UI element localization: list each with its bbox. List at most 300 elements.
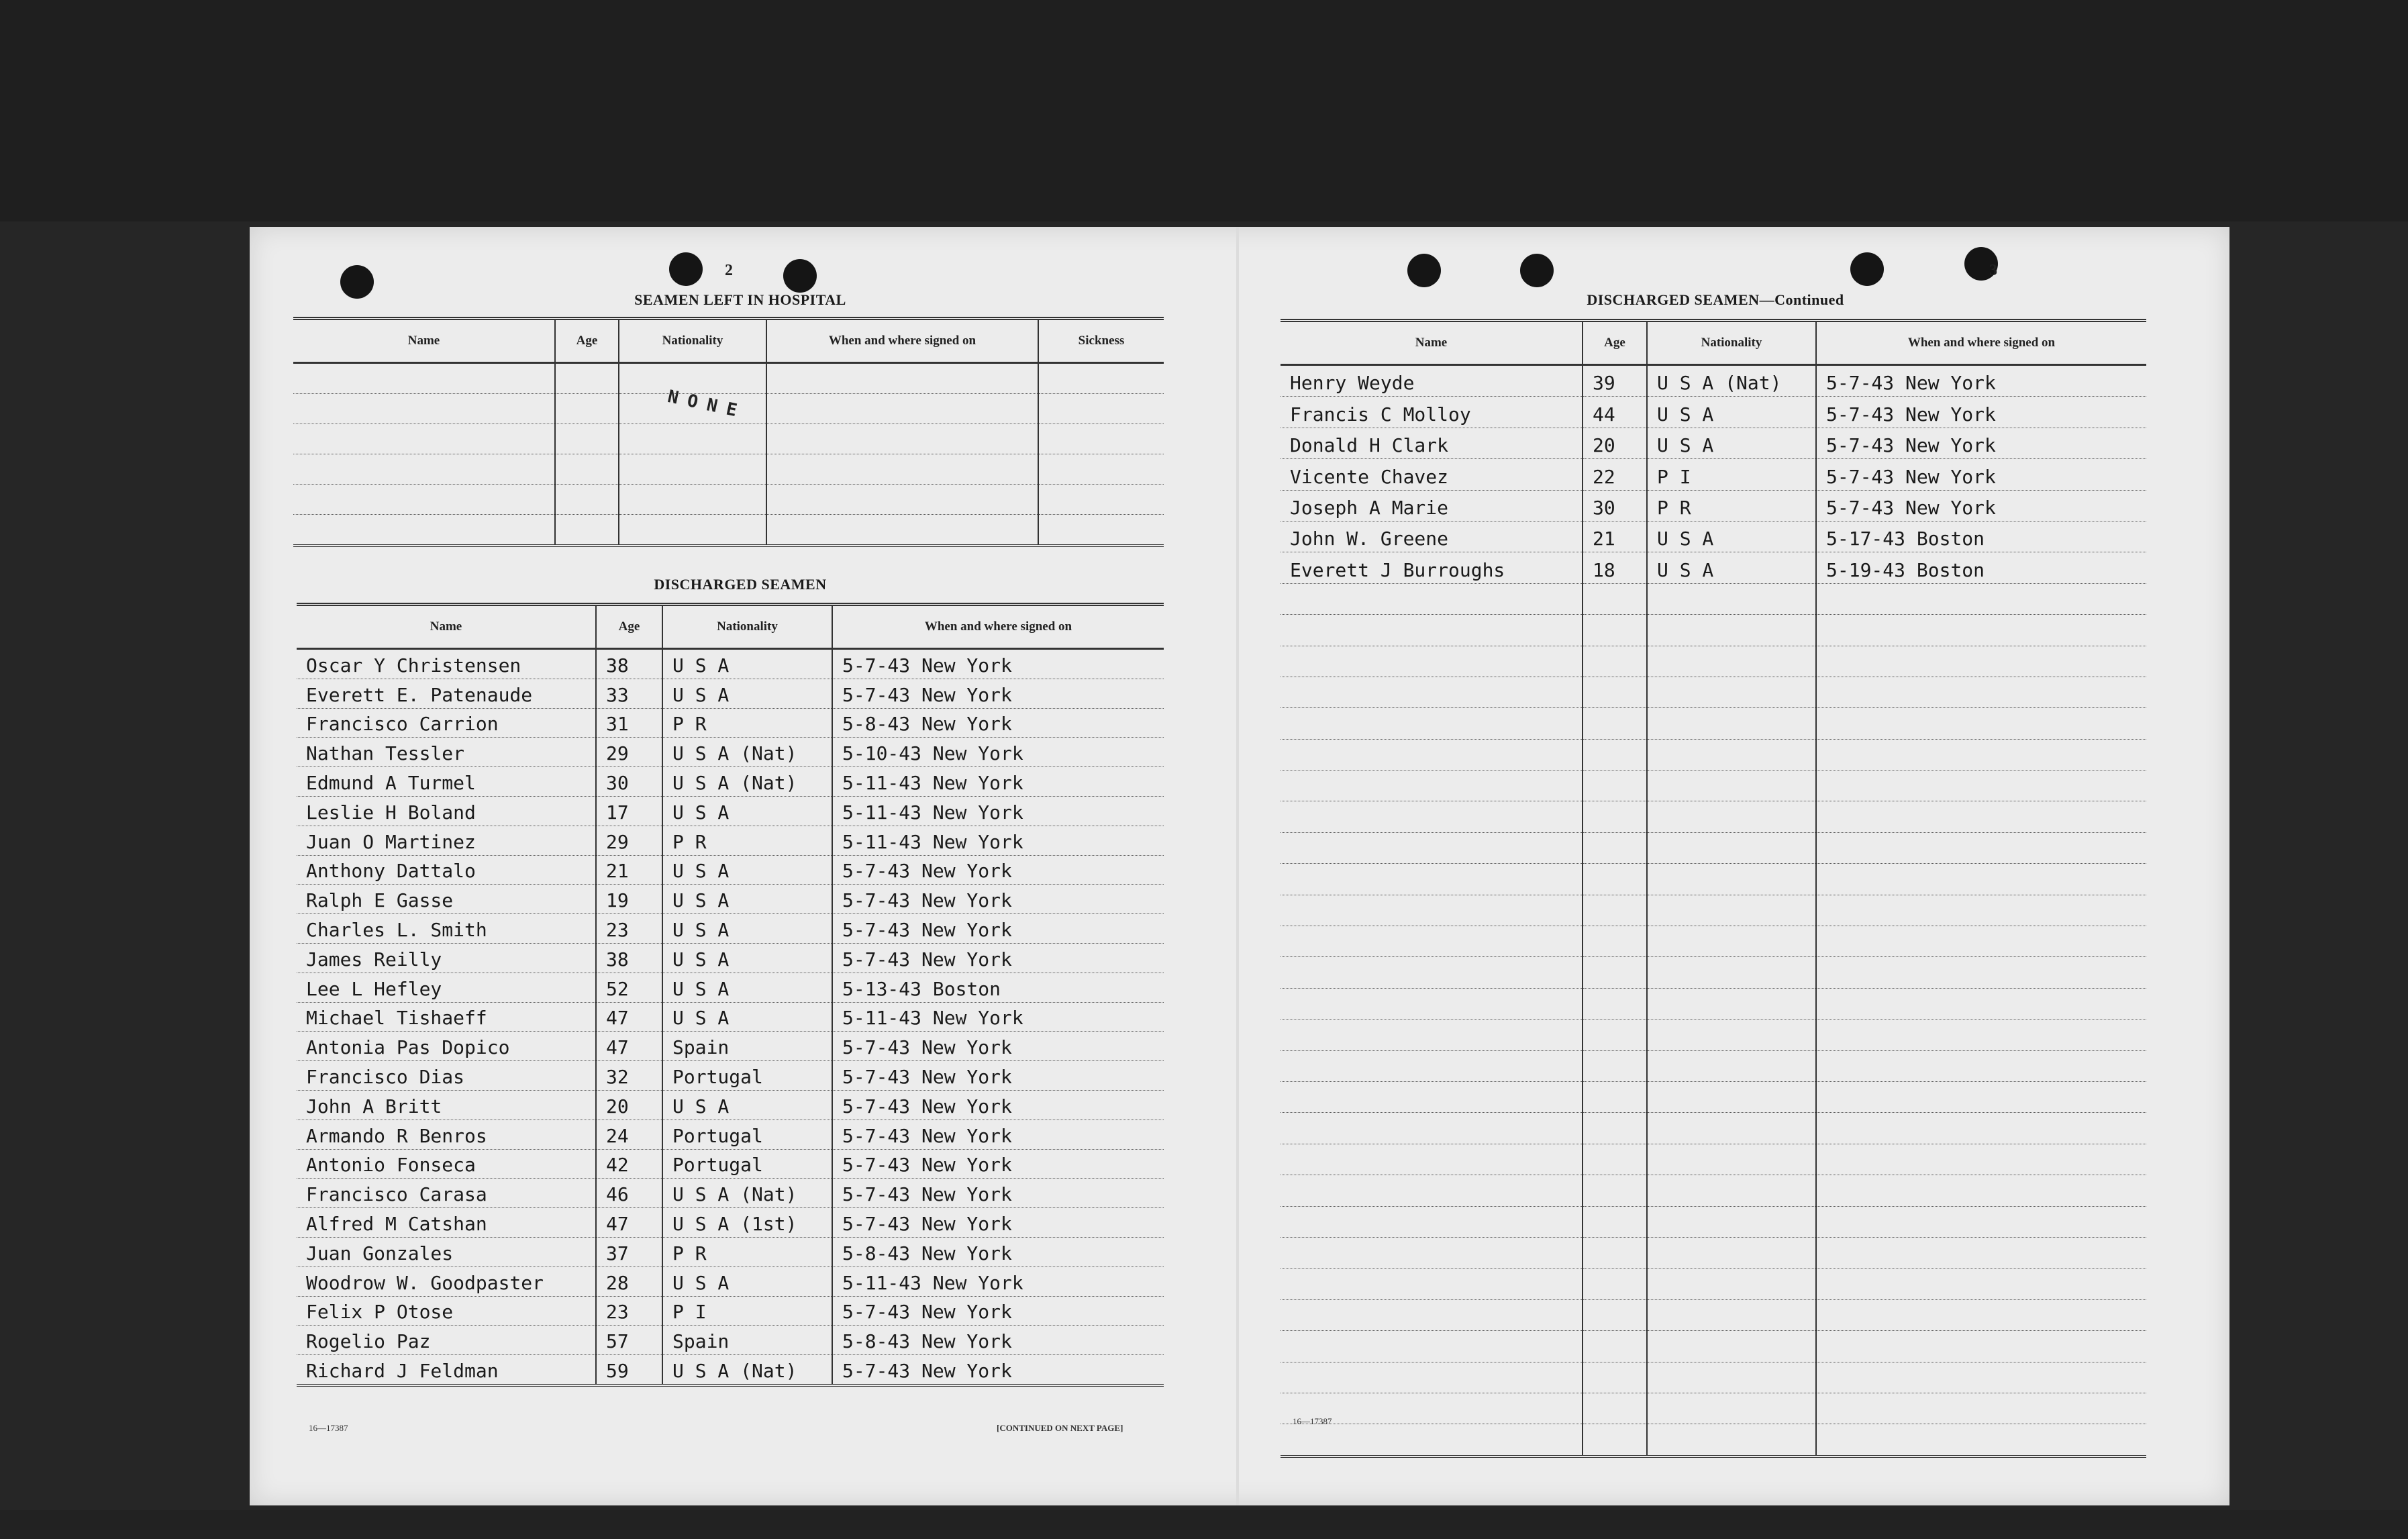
cell-name [1281, 1424, 1583, 1456]
cell-name [1281, 739, 1583, 770]
cell-age-text: 30 [606, 771, 629, 794]
blank-row [1281, 1269, 2146, 1299]
cell-nationality [619, 454, 766, 485]
cell-nationality [662, 973, 832, 1002]
cell-age [555, 363, 619, 394]
cell-name [297, 767, 596, 797]
table-row [1281, 552, 2146, 583]
cell-name-text: John A Britt [306, 1095, 442, 1118]
cell-signed [832, 796, 1164, 826]
table-row [297, 1296, 1164, 1326]
cell-signed-text: 5-7-43 New York [842, 1183, 1012, 1206]
cell-nationality [619, 424, 766, 454]
cell-signed-text: 5-11-43 New York [842, 771, 1023, 794]
cell-signed-text: 5-10-43 New York [842, 742, 1023, 765]
table-row [1281, 397, 2146, 428]
cell-age-text: 47 [606, 1036, 629, 1059]
cell-nationality-text: U S A [672, 977, 730, 1000]
cell-signed-text: 5-11-43 New York [842, 830, 1023, 853]
cell-age [596, 767, 662, 797]
cell-name [297, 1208, 596, 1238]
cell-age [1583, 1175, 1647, 1206]
cell-name [1281, 1299, 1583, 1330]
cell-nationality [1647, 895, 1816, 926]
cell-name [297, 1179, 596, 1208]
cell-name [297, 914, 596, 944]
cell-nationality-text: U S A [672, 801, 730, 824]
cell-age-text: 24 [606, 1124, 629, 1147]
cell-name-text: Francisco Carrion [306, 713, 499, 736]
cell-signed [832, 1208, 1164, 1238]
cell-age [1583, 677, 1647, 707]
cell-nationality-text: U S A [672, 918, 730, 941]
cell-name-text: James Reilly [306, 948, 442, 971]
cell-nationality [1647, 646, 1816, 677]
cell-age-text: 46 [606, 1183, 629, 1206]
cell-age [1583, 1393, 1647, 1424]
left-page [250, 227, 1236, 1505]
cell-name [293, 394, 555, 424]
cell-signed-text: 5-7-43 New York [1826, 496, 1996, 519]
cell-age [555, 485, 619, 515]
table-row [1281, 490, 2146, 521]
cell-nationality-text: U S A (1st) [672, 1212, 797, 1235]
cell-name [1281, 1113, 1583, 1144]
cell-signed [832, 855, 1164, 885]
cell-name-text: Rogelio Paz [306, 1330, 431, 1353]
document-sheet [250, 227, 2229, 1505]
cell-name [1281, 1081, 1583, 1112]
cell-signed [766, 424, 1038, 454]
cell-age [1583, 1206, 1647, 1237]
table-row [1281, 459, 2146, 490]
cell-signed-text: 5-7-43 New York [842, 1065, 1012, 1088]
cell-signed-text: 5-7-43 New York [842, 1154, 1012, 1177]
cell-signed [832, 1120, 1164, 1149]
cell-nationality [1647, 1206, 1816, 1237]
table-row [297, 885, 1164, 914]
cell-nationality [1647, 1393, 1816, 1424]
blank-row [1281, 646, 2146, 677]
cell-nationality-text: U S A [672, 1007, 730, 1030]
cell-age [596, 1237, 662, 1267]
cell-name [1281, 957, 1583, 988]
cell-signed [832, 1237, 1164, 1267]
cell-nationality-text: U S A [672, 654, 730, 677]
cell-age [596, 649, 662, 679]
cell-name-text: Henry Weyde [1290, 372, 1415, 395]
cell-name-text: Richard J Feldman [306, 1359, 499, 1382]
cell-name [1281, 521, 1583, 552]
form-code: 16—17387 [1293, 1416, 1332, 1426]
cell-nationality [662, 679, 832, 708]
cell-signed [1816, 1362, 2146, 1393]
cell-name [297, 973, 596, 1002]
col-header-signed-on: When and where signed on [1816, 321, 2146, 365]
cell-name [297, 649, 596, 679]
cell-signed [1816, 677, 2146, 707]
cell-signed [766, 485, 1038, 515]
cell-signed [1816, 521, 2146, 552]
cell-nationality-text: U S A [1657, 558, 1714, 581]
cell-signed [1816, 957, 2146, 988]
cell-name [297, 738, 596, 767]
cell-nationality [1647, 1237, 1816, 1268]
cell-name [297, 855, 596, 885]
cell-signed-text: 5-8-43 New York [842, 1330, 1012, 1353]
cell-age-text: 29 [606, 830, 629, 853]
cell-nationality [662, 1002, 832, 1032]
table-row [297, 1326, 1164, 1355]
cell-age [555, 394, 619, 424]
cell-name [1281, 677, 1583, 707]
table-row [297, 1208, 1164, 1238]
cell-nationality [662, 855, 832, 885]
cell-age [1583, 957, 1647, 988]
cell-signed-text: 5-7-43 New York [842, 1124, 1012, 1147]
table-row [297, 914, 1164, 944]
blank-row [1281, 1362, 2146, 1393]
blank-row [1281, 677, 2146, 707]
cell-signed [1816, 1237, 2146, 1268]
cell-name-text: Michael Tishaeff [306, 1007, 487, 1030]
blank-row [1281, 1331, 2146, 1362]
cell-name [1281, 864, 1583, 895]
cell-nationality-text: Spain [672, 1036, 730, 1059]
cell-name [1281, 552, 1583, 583]
cell-nationality [662, 1208, 832, 1238]
cell-name [293, 485, 555, 515]
cell-signed-text: 5-7-43 New York [842, 889, 1012, 912]
cell-signed [832, 973, 1164, 1002]
blank-row [293, 363, 1164, 394]
cell-age [1583, 552, 1647, 583]
cell-nationality [662, 1237, 832, 1267]
table-row [297, 738, 1164, 767]
cell-nationality [1647, 365, 1816, 397]
cell-signed [1816, 739, 2146, 770]
cell-age [1583, 832, 1647, 863]
cell-signed [766, 454, 1038, 485]
cell-age [596, 708, 662, 738]
cell-age [1583, 521, 1647, 552]
blank-row [1281, 957, 2146, 988]
cell-name [293, 363, 555, 394]
table-row [297, 1267, 1164, 1296]
cell-age-text: 23 [606, 1301, 629, 1324]
cell-age [1583, 1237, 1647, 1268]
blank-row [1281, 1020, 2146, 1050]
cell-nationality [1647, 428, 1816, 458]
cell-age [596, 1355, 662, 1385]
cell-nationality [619, 515, 766, 546]
scanner-background [0, 0, 2408, 221]
col-header-name: Name [297, 605, 596, 649]
cell-signed-text: 5-7-43 New York [842, 683, 1012, 706]
col-header-name: Name [293, 319, 555, 363]
cell-signed-text: 5-7-43 New York [842, 948, 1012, 971]
cell-name [297, 708, 596, 738]
cell-name [297, 796, 596, 826]
cell-signed [1816, 1144, 2146, 1175]
cell-name [297, 1326, 596, 1355]
cell-name [1281, 1331, 1583, 1362]
cell-signed [832, 738, 1164, 767]
cell-signed [1816, 1393, 2146, 1424]
cell-signed [832, 1326, 1164, 1355]
table-row [297, 796, 1164, 826]
cell-signed [1816, 1081, 2146, 1112]
page-number: 2 [725, 262, 733, 279]
cell-nationality [662, 767, 832, 797]
cell-signed-text: 5-8-43 New York [842, 1242, 1012, 1264]
cell-age-text: 52 [606, 977, 629, 1000]
cell-age [1583, 1050, 1647, 1081]
cell-age [1583, 397, 1647, 428]
cell-signed [832, 1032, 1164, 1061]
blank-row [1281, 1175, 2146, 1206]
cell-signed [1816, 832, 2146, 863]
cell-name [1281, 832, 1583, 863]
cell-signed-text: 5-7-43 New York [842, 1095, 1012, 1118]
cell-age [596, 855, 662, 885]
table-row [297, 1002, 1164, 1032]
cell-age [1583, 646, 1647, 677]
cell-signed [832, 1090, 1164, 1120]
cell-signed [832, 943, 1164, 973]
cell-age-text: 29 [606, 742, 629, 765]
cell-signed [1816, 583, 2146, 614]
cell-age [1583, 895, 1647, 926]
cell-age-text: 38 [606, 654, 629, 677]
cell-name-text: Francis C Molloy [1290, 403, 1471, 426]
cell-age-text: 39 [1593, 372, 1615, 395]
cell-age-text: 18 [1593, 558, 1615, 581]
cell-nationality [1647, 739, 1816, 770]
cell-nationality-text: P R [672, 830, 707, 853]
cell-name [1281, 801, 1583, 832]
cell-name [1281, 895, 1583, 926]
blank-row [293, 485, 1164, 515]
blank-row [1281, 988, 2146, 1019]
cell-name [1281, 771, 1583, 801]
cell-name-text: Woodrow W. Goodpaster [306, 1271, 544, 1294]
cell-signed-text: 5-11-43 New York [842, 1271, 1023, 1294]
blank-row [1281, 1081, 2146, 1112]
cell-nationality [1647, 801, 1816, 832]
cell-nationality [619, 485, 766, 515]
cell-name-text: Leslie H Boland [306, 801, 476, 824]
table-row [297, 1355, 1164, 1385]
cell-name [1281, 646, 1583, 677]
cell-age-text: 22 [1593, 465, 1615, 488]
cell-nationality [662, 1032, 832, 1061]
cell-age [596, 1090, 662, 1120]
cell-age [596, 826, 662, 855]
cell-name-text: Vicente Chavez [1290, 465, 1449, 488]
cell-nationality-text: P I [1657, 465, 1691, 488]
cell-name [1281, 615, 1583, 646]
cell-sickness [1038, 485, 1164, 515]
cell-signed [832, 1355, 1164, 1385]
cell-name [1281, 926, 1583, 957]
cell-name [297, 1237, 596, 1267]
cell-nationality-text: U S A [672, 889, 730, 912]
cell-nationality-text: U S A [672, 948, 730, 971]
cell-name-text: Charles L. Smith [306, 918, 487, 941]
cell-sickness [1038, 394, 1164, 424]
blank-row [1281, 926, 2146, 957]
cell-age [1583, 615, 1647, 646]
cell-name-text: Donald H Clark [1290, 434, 1449, 457]
cell-age [1583, 739, 1647, 770]
cell-name-text: Everett E. Patenaude [306, 683, 533, 706]
cell-nationality [662, 1296, 832, 1326]
cell-nationality [662, 1179, 832, 1208]
col-header-age: Age [555, 319, 619, 363]
cell-age [1583, 771, 1647, 801]
cell-nationality-text: U S A [1657, 434, 1714, 457]
discharged-section-title: DISCHARGED SEAMEN [654, 576, 827, 593]
cell-age [1583, 1144, 1647, 1175]
cell-age [1583, 583, 1647, 614]
col-header-name: Name [1281, 321, 1583, 365]
cell-age [596, 1208, 662, 1238]
cell-nationality [1647, 771, 1816, 801]
cell-nationality [662, 885, 832, 914]
hospital-header-row [293, 319, 1164, 363]
cell-name [297, 1032, 596, 1061]
cell-signed-text: 5-7-43 New York [842, 1036, 1012, 1059]
cell-age [596, 943, 662, 973]
cell-name [1281, 490, 1583, 521]
cell-age [596, 1179, 662, 1208]
cell-signed [832, 1002, 1164, 1032]
cell-signed-text: 5-7-43 New York [842, 860, 1012, 883]
cell-name-text: Armando R Benros [306, 1124, 487, 1147]
cell-age [596, 1032, 662, 1061]
cell-age [1583, 1081, 1647, 1112]
cell-age-text: 19 [606, 889, 629, 912]
cell-name [297, 1296, 596, 1326]
cell-nationality-text: U S A (Nat) [672, 1183, 797, 1206]
cell-name [297, 1120, 596, 1149]
cell-signed [1816, 1175, 2146, 1206]
cell-signed-text: 5-7-43 New York [1826, 372, 1996, 395]
table-row [297, 679, 1164, 708]
cell-name [1281, 583, 1583, 614]
table-row [297, 973, 1164, 1002]
cell-nationality [662, 1061, 832, 1091]
blank-row [1281, 583, 2146, 614]
blank-row [1281, 615, 2146, 646]
cell-nationality [1647, 1299, 1816, 1330]
cell-signed [1816, 365, 2146, 397]
cell-nationality [1647, 1362, 1816, 1393]
cell-signed [832, 679, 1164, 708]
cell-name [1281, 1175, 1583, 1206]
cell-signed-text: 5-7-43 New York [1826, 465, 1996, 488]
cell-signed [832, 1267, 1164, 1296]
table-row [297, 943, 1164, 973]
cell-age [1583, 459, 1647, 490]
scanner-background-bottom [0, 1510, 2408, 1539]
cell-age-text: 23 [606, 918, 629, 941]
discharged-seamen-continued-table [1281, 319, 2146, 1458]
cell-age [596, 679, 662, 708]
cell-nationality-text: U S A (Nat) [672, 1359, 797, 1382]
blank-row [1281, 1393, 2146, 1424]
cell-age [555, 515, 619, 546]
cell-nationality-text: Portugal [672, 1065, 763, 1088]
cell-nationality-text: P I [672, 1301, 707, 1324]
cell-age [1583, 1269, 1647, 1299]
cell-signed-text: 5-19-43 Boston [1826, 558, 1985, 581]
cell-name-text: Antonia Pas Dopico [306, 1036, 510, 1059]
cell-sickness [1038, 424, 1164, 454]
cell-signed [1816, 428, 2146, 458]
cell-signed-text: 5-11-43 New York [842, 801, 1023, 824]
cell-signed [1816, 1113, 2146, 1144]
col-header-signed-on: When and where signed on [766, 319, 1038, 363]
cell-age-text: 38 [606, 948, 629, 971]
cell-age [1583, 490, 1647, 521]
cell-name [293, 454, 555, 485]
cell-age [1583, 801, 1647, 832]
cell-age [1583, 428, 1647, 458]
blank-row [1281, 1424, 2146, 1456]
cell-age [1583, 1331, 1647, 1362]
cell-signed [1816, 397, 2146, 428]
table-row [297, 1061, 1164, 1091]
cell-age [596, 796, 662, 826]
hospital-table [293, 317, 1164, 547]
cell-signed [766, 363, 1038, 394]
cell-signed-text: 5-7-43 New York [1826, 434, 1996, 457]
cell-name [297, 885, 596, 914]
cell-sickness [1038, 454, 1164, 485]
cell-age-text: 57 [606, 1330, 629, 1353]
cell-name [297, 679, 596, 708]
cell-age [1583, 1424, 1647, 1456]
blank-row [293, 454, 1164, 485]
cell-nationality [662, 649, 832, 679]
cell-nationality [1647, 1081, 1816, 1112]
cell-nationality [662, 1149, 832, 1179]
blank-row [1281, 832, 2146, 863]
cell-nationality [1647, 1175, 1816, 1206]
cell-signed-text: 5-7-43 New York [842, 918, 1012, 941]
cell-name-text: Joseph A Marie [1290, 496, 1449, 519]
cell-signed [1816, 988, 2146, 1019]
cell-signed [832, 885, 1164, 914]
cell-nationality [1647, 926, 1816, 957]
cell-age [1583, 365, 1647, 397]
cell-signed-text: 5-7-43 New York [842, 1212, 1012, 1235]
continued-header-row [1281, 321, 2146, 365]
cell-name-text: Ralph E Gasse [306, 889, 454, 912]
cell-nationality [1647, 1144, 1816, 1175]
cell-name [1281, 459, 1583, 490]
cell-name-text: Anthony Dattalo [306, 860, 476, 883]
cell-signed-text: 5-8-43 New York [842, 713, 1012, 736]
table-row [297, 708, 1164, 738]
table-row [297, 1149, 1164, 1179]
col-header-nationality: Nationality [1647, 321, 1816, 365]
col-header-sickness: Sickness [1038, 319, 1164, 363]
cell-nationality [662, 1120, 832, 1149]
table-row [297, 1237, 1164, 1267]
